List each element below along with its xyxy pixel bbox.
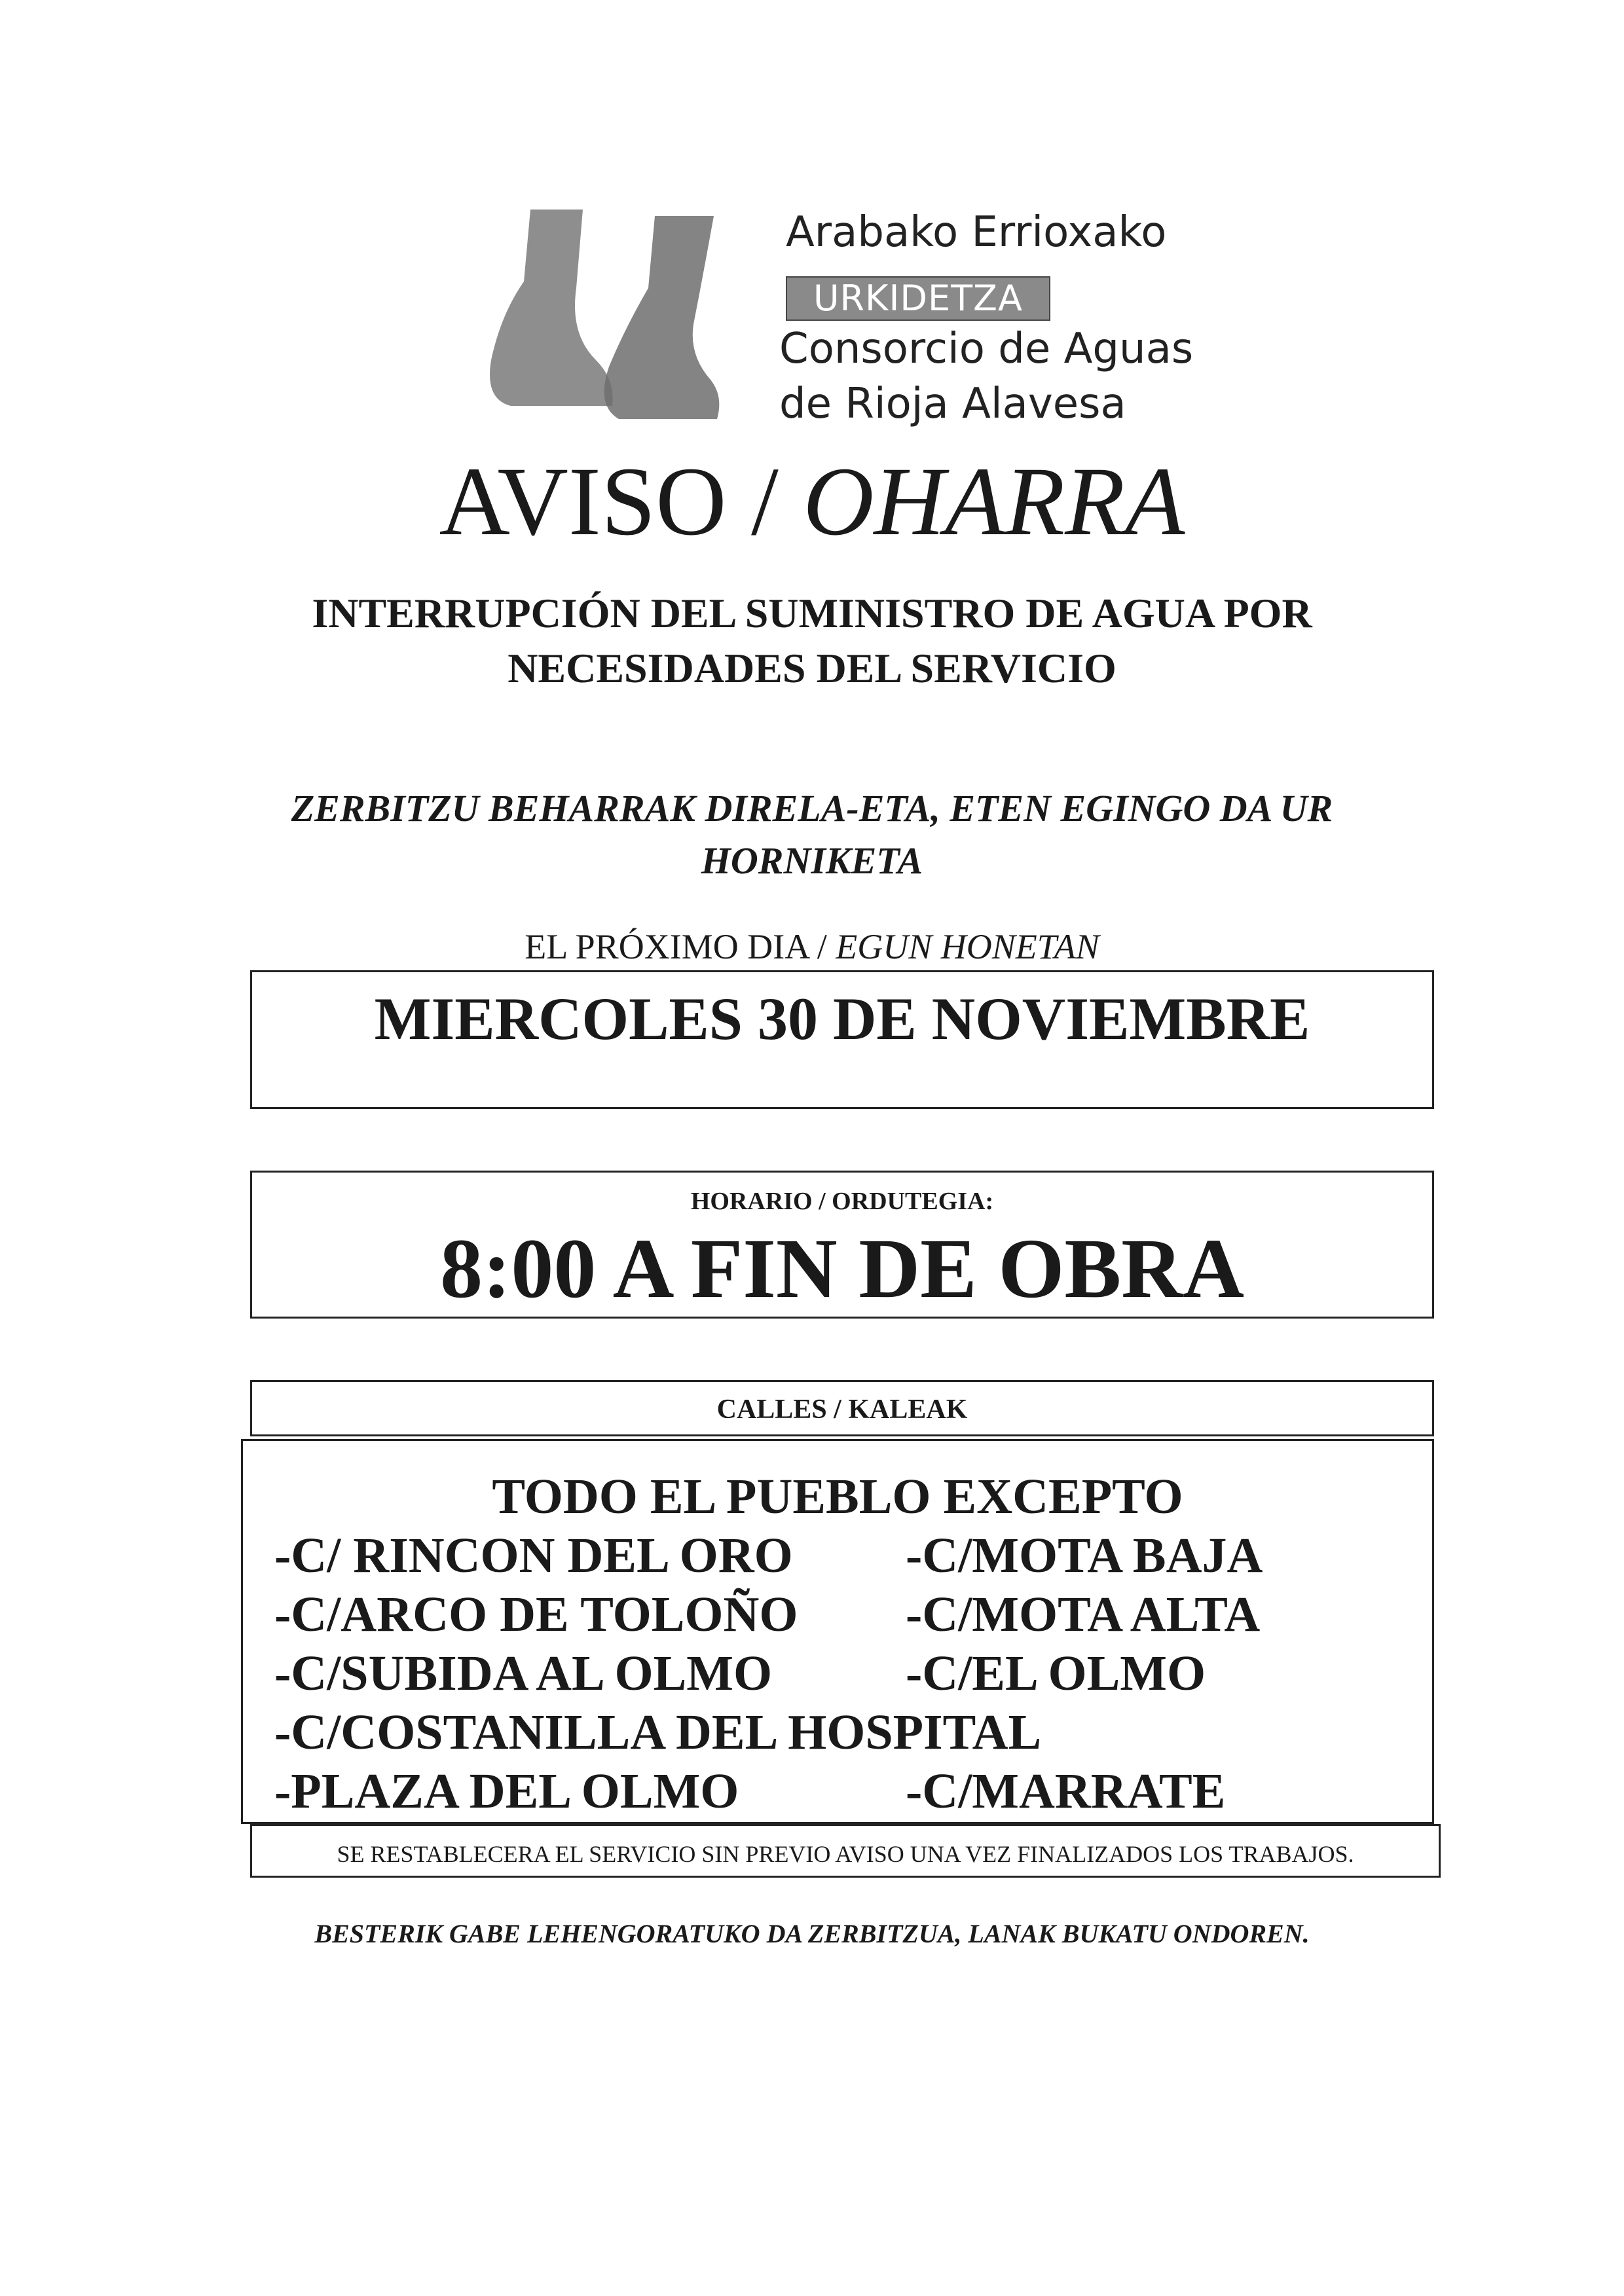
restore-notice-spanish: SE RESTABLECERA EL SERVICIO SIN PREVIO AVISO UNA VEZ FINALIZADOS LOS TRABAJOS. <box>337 1841 1354 1867</box>
headline-spanish-line1: INTERRUPCIÓN DEL SUMINISTRO DE AGUA POR <box>312 590 1312 636</box>
street-row-2-right: -C/MOTA ALTA <box>906 1587 1261 1642</box>
streets-label-box <box>250 1380 1434 1436</box>
headline-basque <box>0 782 1624 887</box>
org-name-line1: Arabako Errioxako <box>786 208 1167 257</box>
date-intro-basque: EGUN HONETAN <box>836 927 1099 966</box>
street-row-5-right: -C/MARRATE <box>906 1764 1226 1819</box>
street-row-1-left: -C/ RINCON DEL ORO <box>274 1528 793 1583</box>
streets-heading: TODO EL PUEBLO EXCEPTO <box>492 1469 1183 1524</box>
street-row-5-left: -PLAZA DEL OLMO <box>274 1764 739 1819</box>
street-row-2-left: -C/ARCO DE TOLOÑO <box>274 1587 798 1642</box>
street-row-3-right: -C/EL OLMO <box>906 1646 1206 1701</box>
org-badge: URKIDETZA <box>786 276 1050 321</box>
date-intro <box>0 926 1624 967</box>
streets-label: CALLES / KALEAK <box>716 1394 968 1425</box>
headline-spanish <box>0 586 1624 696</box>
date-intro-spanish: EL PRÓXIMO DIA / <box>525 927 836 966</box>
schedule-box <box>250 1171 1434 1319</box>
org-name-line3: Consorcio de Aguas <box>779 325 1194 373</box>
date-box <box>250 970 1434 1109</box>
logo-right-shape <box>604 216 720 419</box>
restore-notice-basque: BESTERIK GABE LEHENGORATUKO DA ZERBITZUA, LANAK BUKATU ONDOREN. <box>314 1919 1310 1948</box>
title-spanish: AVISO / <box>439 447 803 556</box>
headline-basque-line2: HORNIKETA <box>701 839 923 882</box>
logo-left-shape <box>490 210 613 406</box>
schedule-label: HORARIO / ORDUTEGIA: <box>690 1188 994 1215</box>
restore-notice-box <box>250 1824 1441 1878</box>
org-name-line4: de Rioja Alavesa <box>779 380 1126 428</box>
headline-basque-line1: ZERBITZU BEHARRAK DIRELA-ETA, ETEN EGINGO DA UR <box>291 787 1333 829</box>
page-title <box>0 445 1624 558</box>
street-row-1-right: -C/MOTA BAJA <box>906 1528 1263 1583</box>
schedule-value: 8:00 A FIN DE OBRA <box>440 1222 1244 1316</box>
twin-drop-logo-icon <box>485 210 733 426</box>
title-basque: OHARRA <box>803 447 1185 556</box>
street-row-3-left: -C/SUBIDA AL OLMO <box>274 1646 773 1701</box>
streets-box <box>241 1439 1434 1824</box>
headline-spanish-line2: NECESIDADES DEL SERVICIO <box>507 645 1116 691</box>
date-value: MIERCOLES 30 DE NOVIEMBRE <box>374 985 1310 1052</box>
street-row-4-left: -C/COSTANILLA DEL HOSPITAL <box>274 1705 1042 1760</box>
